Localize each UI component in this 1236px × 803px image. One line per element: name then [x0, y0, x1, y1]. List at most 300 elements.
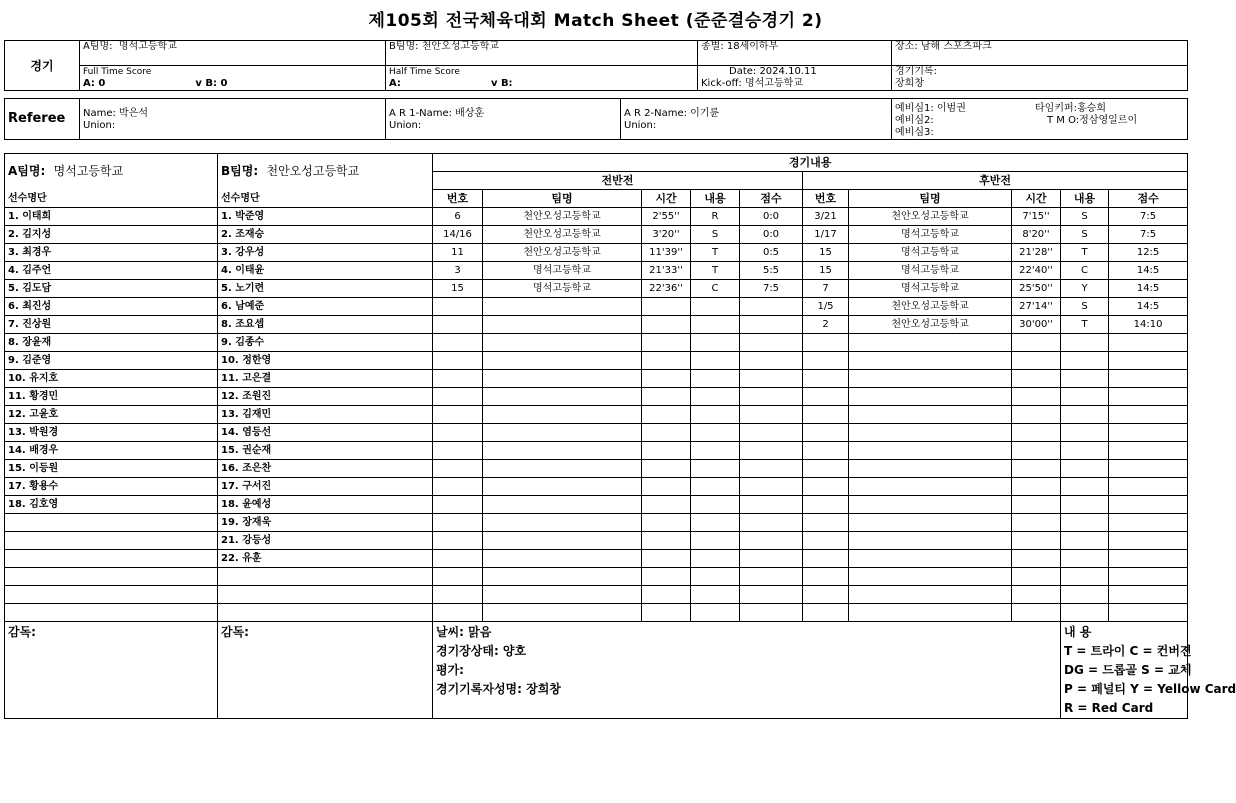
- team-b-player: 13. 김재민: [218, 406, 433, 424]
- team-b-label: B팀명:: [389, 41, 419, 52]
- table-row: [5, 298, 1188, 316]
- first-half-content: [691, 514, 740, 532]
- first-half-team: 천안오성고등학교: [483, 226, 642, 244]
- first-half-time: 22'36'': [642, 280, 691, 298]
- match-events-title: 경기내용: [433, 154, 1188, 172]
- second-half-number: [803, 604, 849, 622]
- second-half-content: S: [1061, 226, 1109, 244]
- first-half-time: [642, 316, 691, 334]
- first-half-score: [740, 352, 803, 370]
- referee-label: Referee: [5, 99, 80, 140]
- first-half-number: [433, 532, 483, 550]
- team-b-player: 2. 조재승: [218, 226, 433, 244]
- match-label: 경기: [5, 41, 80, 91]
- second-half-score: 14:5: [1109, 280, 1188, 298]
- first-half-team: [483, 370, 642, 388]
- second-half-content: Y: [1061, 280, 1109, 298]
- first-half-score: [740, 496, 803, 514]
- second-half-team: [849, 550, 1012, 568]
- field-condition: 경기장상태: 양호: [436, 644, 527, 658]
- team-a-name: 명석고등학교: [118, 41, 177, 52]
- second-half-number: [803, 550, 849, 568]
- legend-line2: DG = 드롭골 S = 교체: [1064, 663, 1192, 677]
- first-half-team: [483, 352, 642, 370]
- second-half-score: [1109, 442, 1188, 460]
- team-a-header-name: 명석고등학교: [53, 164, 124, 179]
- first-half-score: [740, 442, 803, 460]
- first-half-team: [483, 496, 642, 514]
- table-row: [5, 280, 1188, 298]
- first-half-content: [691, 424, 740, 442]
- team-b-name: 천안오성고등학교: [421, 41, 500, 52]
- date-kickoff-cell: [698, 66, 892, 91]
- second-half-score: [1109, 334, 1188, 352]
- table-row: [5, 586, 1188, 604]
- first-half-col-team: 팀명: [483, 190, 642, 208]
- second-half-content: [1061, 478, 1109, 496]
- first-half-score: [740, 316, 803, 334]
- team-b-player: 3. 강우성: [218, 244, 433, 262]
- first-half-content: [691, 370, 740, 388]
- first-half-time: [642, 424, 691, 442]
- first-half-team: [483, 460, 642, 478]
- coach-b: 감독:: [218, 622, 433, 719]
- team-b-header: [218, 154, 433, 190]
- first-half-time: [642, 532, 691, 550]
- first-half-team: 천안오성고등학교: [483, 244, 642, 262]
- team-b-player: 11. 고은결: [218, 370, 433, 388]
- first-half-content: [691, 388, 740, 406]
- second-half-time: [1012, 568, 1061, 586]
- first-half-content: [691, 316, 740, 334]
- tmo: T M O:정삼영일르이: [1047, 115, 1138, 126]
- footer-body: [5, 622, 1236, 719]
- second-half-content: [1061, 352, 1109, 370]
- second-half-header: 후반전: [803, 172, 1188, 190]
- first-half-header: 전반전: [433, 172, 803, 190]
- first-half-time: [642, 550, 691, 568]
- table-row: [5, 478, 1188, 496]
- team-a-player: 5. 김도담: [5, 280, 218, 298]
- full-time-vb: v B: 0: [195, 78, 228, 89]
- second-half-time: 27'14'': [1012, 298, 1061, 316]
- team-a-label: A팀명:: [83, 41, 113, 52]
- team-a-player: 3. 최경우: [5, 244, 218, 262]
- team-b-player: 10. 정한영: [218, 352, 433, 370]
- team-b-player: [218, 586, 433, 604]
- half-time-vb: v B:: [490, 78, 513, 89]
- ar1-union: Union:: [389, 120, 422, 131]
- second-half-score: 7:5: [1109, 208, 1188, 226]
- first-half-content: [691, 442, 740, 460]
- second-half-number: [803, 514, 849, 532]
- first-half-time: [642, 406, 691, 424]
- first-half-number: 15: [433, 280, 483, 298]
- ar2-name: A R 2-Name: 이기륜: [624, 108, 720, 119]
- referee-union: Union:: [83, 120, 116, 131]
- weather: 날씨: 맑음: [436, 625, 492, 639]
- second-half-number: [803, 370, 849, 388]
- second-half-time: [1012, 586, 1061, 604]
- second-half-content: [1061, 514, 1109, 532]
- legend-line1: T = 트라이 C = 컨버젼: [1064, 644, 1192, 658]
- table-row: [5, 316, 1188, 334]
- first-half-score: [740, 406, 803, 424]
- second-half-col-number: 번호: [803, 190, 849, 208]
- ar1-cell: [386, 99, 621, 140]
- first-half-content: [691, 586, 740, 604]
- team-b-player: 14. 염등선: [218, 424, 433, 442]
- second-half-time: [1012, 352, 1061, 370]
- table-row: [5, 406, 1188, 424]
- team-b-player: 6. 남예준: [218, 298, 433, 316]
- team-a-player: [5, 568, 218, 586]
- first-half-time: [642, 496, 691, 514]
- second-half-content: [1061, 406, 1109, 424]
- second-half-number: [803, 334, 849, 352]
- second-half-content: T: [1061, 316, 1109, 334]
- first-half-number: [433, 298, 483, 316]
- team-a-player: 6. 최진성: [5, 298, 218, 316]
- team-a-player: 4. 김주언: [5, 262, 218, 280]
- second-half-time: [1012, 460, 1061, 478]
- first-half-team: [483, 550, 642, 568]
- second-half-content: [1061, 568, 1109, 586]
- first-half-score: 0:5: [740, 244, 803, 262]
- table-row: [5, 442, 1188, 460]
- team-b-player: 12. 조원진: [218, 388, 433, 406]
- second-half-team: [849, 478, 1012, 496]
- referee-table: [4, 98, 1188, 140]
- team-b-player: 16. 조은찬: [218, 460, 433, 478]
- first-half-team: 명석고등학교: [483, 280, 642, 298]
- second-half-team: [849, 604, 1012, 622]
- first-half-team: [483, 406, 642, 424]
- first-half-content: [691, 550, 740, 568]
- first-half-content: C: [691, 280, 740, 298]
- second-half-number: [803, 496, 849, 514]
- team-b-cell: [386, 41, 698, 66]
- second-half-number: [803, 442, 849, 460]
- first-half-time: [642, 298, 691, 316]
- half-time-score-cell: [386, 66, 698, 91]
- second-half-score: [1109, 478, 1188, 496]
- first-half-content: S: [691, 226, 740, 244]
- recorder-label: 경기기록:: [895, 66, 938, 77]
- second-half-score: 14:10: [1109, 316, 1188, 334]
- second-half-number: [803, 586, 849, 604]
- first-half-team: [483, 316, 642, 334]
- team-a-player: 7. 진상원: [5, 316, 218, 334]
- page-title: 제105회 전국체육대회 Match Sheet (준준결승경기 2): [368, 11, 823, 31]
- second-half-team: [849, 442, 1012, 460]
- second-half-time: 21'28'': [1012, 244, 1061, 262]
- full-time-label: Full Time Score: [83, 67, 152, 77]
- second-half-score: [1109, 352, 1188, 370]
- second-half-number: 15: [803, 262, 849, 280]
- team-b-player: 9. 김종수: [218, 334, 433, 352]
- second-half-time: 30'00'': [1012, 316, 1061, 334]
- second-half-number: 3/21: [803, 208, 849, 226]
- first-half-score: 7:5: [740, 280, 803, 298]
- first-half-team: 명석고등학교: [483, 262, 642, 280]
- second-half-time: [1012, 496, 1061, 514]
- first-half-number: [433, 460, 483, 478]
- first-half-score: [740, 568, 803, 586]
- first-half-time: [642, 604, 691, 622]
- second-half-score: [1109, 514, 1188, 532]
- second-half-team: 명석고등학교: [849, 226, 1012, 244]
- table-row: [5, 532, 1188, 550]
- team-a-player: 8. 장윤재: [5, 334, 218, 352]
- team-b-player: 15. 권순재: [218, 442, 433, 460]
- table-row: [5, 352, 1188, 370]
- team-a-header-label: A팀명:: [8, 164, 46, 179]
- coach-a: 감독:: [5, 622, 218, 719]
- second-half-number: [803, 424, 849, 442]
- first-half-number: [433, 496, 483, 514]
- table-row: [5, 226, 1188, 244]
- second-half-time: [1012, 514, 1061, 532]
- second-half-score: [1109, 406, 1188, 424]
- team-a-player: [5, 532, 218, 550]
- second-half-score: [1109, 496, 1188, 514]
- first-half-content: T: [691, 244, 740, 262]
- first-half-score: [740, 424, 803, 442]
- kickoff: Kick-off: 명석고등학교: [701, 78, 803, 89]
- ar2-cell: [621, 99, 892, 140]
- recorder-signature: 경기기록자성명: 장희창: [436, 682, 561, 696]
- team-b-player: 19. 장재욱: [218, 514, 433, 532]
- second-half-team: [849, 496, 1012, 514]
- reserve-cell: [892, 99, 1188, 140]
- team-a-player: [5, 550, 218, 568]
- second-half-time: [1012, 550, 1061, 568]
- first-half-time: [642, 352, 691, 370]
- first-half-score: [740, 532, 803, 550]
- match-date: Date: 2024.10.11: [729, 66, 817, 77]
- legend-cell: [1061, 622, 1236, 719]
- second-half-team: [849, 532, 1012, 550]
- second-half-score: [1109, 568, 1188, 586]
- second-half-time: [1012, 388, 1061, 406]
- second-half-team: 천안오성고등학교: [849, 208, 1012, 226]
- second-half-score: [1109, 586, 1188, 604]
- second-half-content: S: [1061, 298, 1109, 316]
- first-half-content: [691, 298, 740, 316]
- evaluation: 평가:: [436, 663, 464, 677]
- first-half-content: [691, 334, 740, 352]
- table-row: [5, 460, 1188, 478]
- full-time-a: A: 0: [83, 78, 106, 89]
- team-b-player: 17. 구서진: [218, 478, 433, 496]
- first-half-number: [433, 568, 483, 586]
- table-row: [5, 370, 1188, 388]
- first-half-number: [433, 334, 483, 352]
- first-half-team: [483, 586, 642, 604]
- second-half-time: [1012, 424, 1061, 442]
- second-half-content: [1061, 334, 1109, 352]
- first-half-score: [740, 478, 803, 496]
- first-half-time: [642, 514, 691, 532]
- first-half-content: R: [691, 208, 740, 226]
- first-half-number: [433, 586, 483, 604]
- second-half-team: 명석고등학교: [849, 244, 1012, 262]
- first-half-time: [642, 334, 691, 352]
- team-b-header-label: B팀명:: [221, 164, 259, 179]
- team-b-header-name: 천안오성고등학교: [266, 164, 360, 179]
- first-half-score: [740, 370, 803, 388]
- first-half-content: [691, 352, 740, 370]
- second-half-time: [1012, 334, 1061, 352]
- team-a-player: 12. 고윤호: [5, 406, 218, 424]
- first-half-content: [691, 496, 740, 514]
- team-b-player: 22. 유훈: [218, 550, 433, 568]
- team-b-player: 18. 윤예성: [218, 496, 433, 514]
- second-half-content: T: [1061, 244, 1109, 262]
- second-half-content: [1061, 388, 1109, 406]
- first-half-team: [483, 424, 642, 442]
- second-half-team: [849, 334, 1012, 352]
- second-half-time: [1012, 406, 1061, 424]
- first-half-score: [740, 514, 803, 532]
- first-half-number: [433, 604, 483, 622]
- second-half-score: [1109, 424, 1188, 442]
- second-half-content: [1061, 604, 1109, 622]
- first-half-score: [740, 586, 803, 604]
- second-half-team: [849, 460, 1012, 478]
- first-half-number: 14/16: [433, 226, 483, 244]
- first-half-number: [433, 514, 483, 532]
- second-half-number: [803, 406, 849, 424]
- first-half-score: [740, 460, 803, 478]
- second-half-time: [1012, 370, 1061, 388]
- second-half-score: [1109, 388, 1188, 406]
- first-half-score: [740, 388, 803, 406]
- table-row: [5, 550, 1188, 568]
- first-half-score: [740, 604, 803, 622]
- first-half-team: [483, 568, 642, 586]
- first-half-team: [483, 388, 642, 406]
- division: 종별: 18세이하부: [698, 41, 892, 66]
- reserve3: 예비심3:: [895, 127, 934, 138]
- first-half-col-number: 번호: [433, 190, 483, 208]
- first-half-number: [433, 406, 483, 424]
- second-half-time: [1012, 442, 1061, 460]
- team-a-player: [5, 514, 218, 532]
- first-half-content: [691, 568, 740, 586]
- timekeeper: 타임키퍼:홍승희: [1035, 103, 1106, 114]
- conditions-cell: [433, 622, 1061, 719]
- first-half-time: [642, 460, 691, 478]
- second-half-content: C: [1061, 262, 1109, 280]
- recorder-name: 장희창: [895, 78, 924, 89]
- second-half-content: [1061, 370, 1109, 388]
- second-half-team: 천안오성고등학교: [849, 316, 1012, 334]
- table-row: [5, 262, 1188, 280]
- team-a-player: [5, 604, 218, 622]
- second-half-col-content: 내용: [1061, 190, 1109, 208]
- team-a-player: 2. 김지성: [5, 226, 218, 244]
- first-half-team: [483, 604, 642, 622]
- half-time-a: A:: [389, 78, 401, 89]
- team-a-player: 14. 배경우: [5, 442, 218, 460]
- second-half-content: [1061, 460, 1109, 478]
- second-half-score: [1109, 532, 1188, 550]
- first-half-score: [740, 298, 803, 316]
- team-a-player: 13. 박원경: [5, 424, 218, 442]
- second-half-score: [1109, 604, 1188, 622]
- table-row: [5, 388, 1188, 406]
- reserve2: 예비심2:: [895, 115, 934, 126]
- first-half-score: [740, 550, 803, 568]
- second-half-content: [1061, 550, 1109, 568]
- first-half-time: 2'55'': [642, 208, 691, 226]
- first-half-number: [433, 442, 483, 460]
- second-half-content: [1061, 586, 1109, 604]
- match-header-table: [4, 40, 1188, 91]
- ar2-union: Union:: [624, 120, 657, 131]
- team-b-player: [218, 604, 433, 622]
- second-half-number: 2: [803, 316, 849, 334]
- second-half-team: 명석고등학교: [849, 262, 1012, 280]
- second-half-time: [1012, 478, 1061, 496]
- first-half-time: [642, 442, 691, 460]
- second-half-content: S: [1061, 208, 1109, 226]
- team-b-player: 1. 박준영: [218, 208, 433, 226]
- team-a-player: 10. 유지호: [5, 370, 218, 388]
- second-half-number: [803, 568, 849, 586]
- first-half-number: 3: [433, 262, 483, 280]
- second-half-col-time: 시간: [1012, 190, 1061, 208]
- second-half-team: [849, 586, 1012, 604]
- second-half-team: [849, 388, 1012, 406]
- first-half-col-content: 내용: [691, 190, 740, 208]
- first-half-number: [433, 352, 483, 370]
- first-half-team: [483, 334, 642, 352]
- first-half-number: [433, 370, 483, 388]
- team-a-player: [5, 586, 218, 604]
- team-b-player: 8. 조요셉: [218, 316, 433, 334]
- first-half-team: [483, 478, 642, 496]
- table-body: [5, 154, 1188, 622]
- team-a-player: 1. 이태희: [5, 208, 218, 226]
- second-half-time: [1012, 532, 1061, 550]
- first-half-time: 21'33'': [642, 262, 691, 280]
- first-half-score: 5:5: [740, 262, 803, 280]
- team-b-player: 4. 이태윤: [218, 262, 433, 280]
- second-half-number: 1/5: [803, 298, 849, 316]
- first-half-col-score: 점수: [740, 190, 803, 208]
- venue: 장소: 남해 스포츠파크: [892, 41, 1188, 66]
- second-half-score: [1109, 550, 1188, 568]
- first-half-team: [483, 514, 642, 532]
- team-b-player: [218, 568, 433, 586]
- table-row: [5, 424, 1188, 442]
- second-half-col-score: 점수: [1109, 190, 1188, 208]
- first-half-score: 0:0: [740, 208, 803, 226]
- first-half-number: [433, 424, 483, 442]
- second-half-number: [803, 478, 849, 496]
- second-half-content: [1061, 424, 1109, 442]
- first-half-score: 0:0: [740, 226, 803, 244]
- legend-title: 내 용: [1064, 625, 1092, 639]
- full-time-score-cell: [80, 66, 386, 91]
- recorder-cell: [892, 66, 1188, 91]
- second-half-number: [803, 352, 849, 370]
- first-half-content: [691, 406, 740, 424]
- second-half-team: 천안오성고등학교: [849, 298, 1012, 316]
